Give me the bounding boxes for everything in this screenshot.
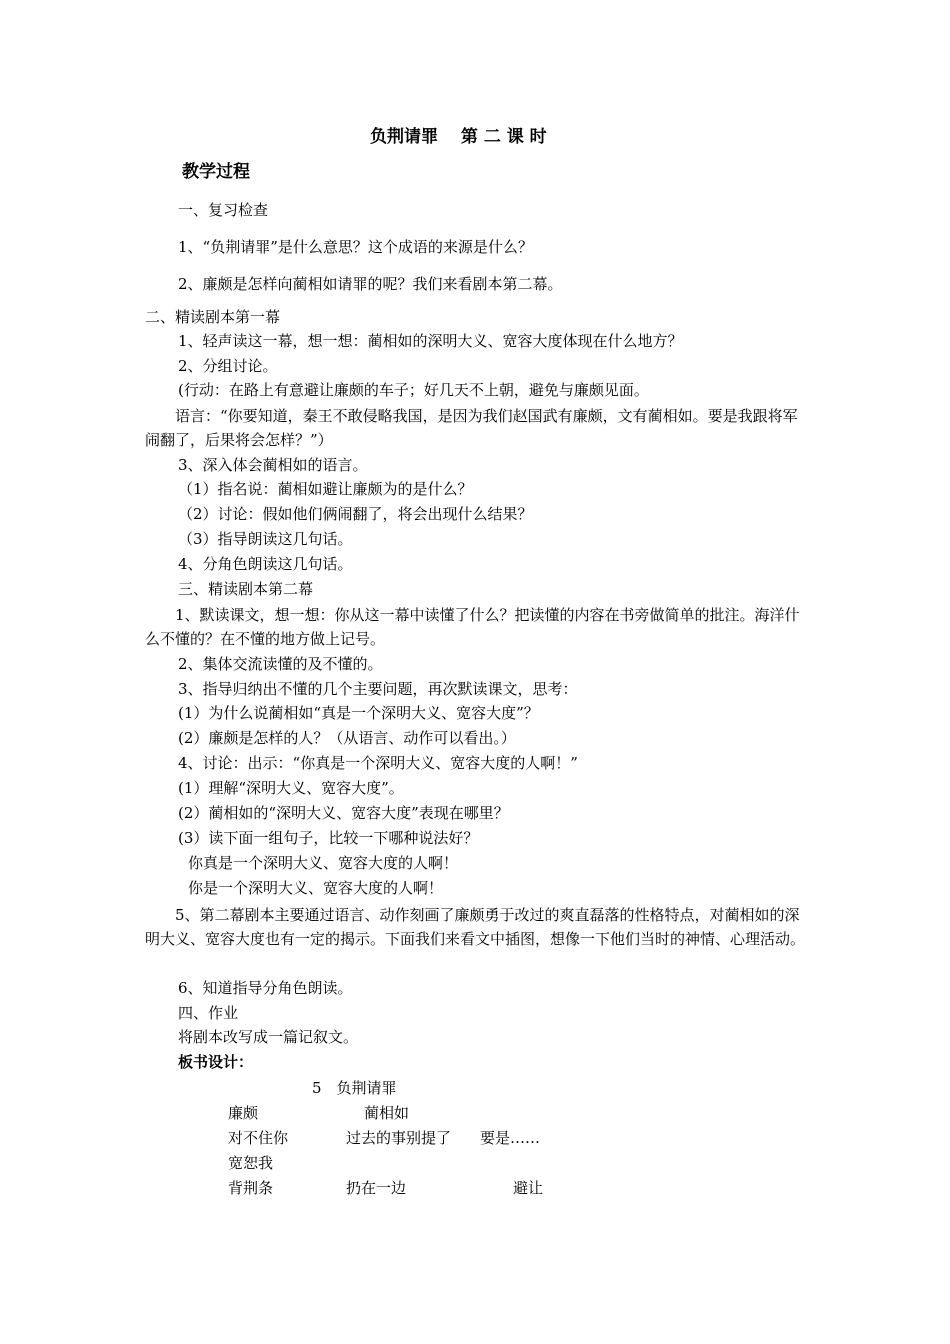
line-act1-sub1: （1）指名说：蔺相如避让廉颇为的是什么？ [178,480,473,498]
board-left-4: 背荆条 [228,1179,274,1197]
line-act2-example2: 你是一个深明大义、宽容大度的人啊！ [188,879,444,897]
board-right-1: 蔺相如 [364,1104,410,1122]
line-act2-item5: 5、第二幕剧本主要通过语言、动作刻画了廉颇勇于改过的爽直磊落的性格特点，对蔺相如的深明大义、宽容大度也有一定的揭示。下面我们来看文中插图，想像一下他们当时的神情、心理活动。 [145,906,806,948]
line-act1-action: (行动：在路上有意避让廉颇的车子；好几天不上朝，避免与廉颇见面。 [178,381,649,399]
line-act1-item1: 1、轻声读这一幕，想一想：蔺相如的深明大义、宽容大度体现在什么地方？ [178,332,683,350]
line-homework-heading: 四、作业 [178,1004,239,1022]
line-review-q2: 2、廉颇是怎样向蔺相如请罪的呢？我们来看剧本第二幕。 [178,275,563,293]
line-act1-speech: 语言：“你要知道，秦王不敢侵略我国，是因为我们赵国武有廉颇，文有蔺相如。要是我跟将军闹翻了，后果将会怎样？”） [145,407,798,449]
line-act2-item1: 1、默读课文，想一想：你从这一幕中读懂了什么？把读懂的内容在书旁做简单的批注。海洋什么不懂的？在不懂的地方做上记号。 [145,606,800,648]
line-act2-item6: 6、知道指导分角色朗读。 [178,979,353,997]
line-board-heading: 板书设计： [178,1053,254,1071]
board-mid-4: 扔在一边 [346,1179,407,1197]
line-act2-item3: 3、指导归纳出不懂的几个主要问题，再次默读课文，思考： [178,680,578,698]
page-title: 负荆请罪 第 二 课 时 [370,127,547,147]
line-act2-sub1: (1）理解“深明大义、宽容大度”。 [178,779,404,797]
section-heading: 教学过程 [182,162,250,182]
line-act2-q2: (2）廉颇是怎样的人？（从语言、动作可以看出。） [178,729,516,747]
line-act2-item4: 4、讨论：出示：“你真是一个深明大义、宽容大度的人啊！” [178,754,578,772]
line-act2-q1: (1）为什么说蔺相如“真是一个深明大义、宽容大度”？ [178,704,539,722]
board-mid-2: 过去的事别提了 [346,1129,452,1147]
board-right-4: 避让 [513,1179,544,1197]
board-left-2: 对不住你 [228,1129,289,1147]
line-act2-example1: 你真是一个深明大义、宽容大度的人啊！ [188,854,459,872]
line-act1-sub3: （3）指导朗读这几句话。 [178,530,353,548]
line-act1-item2: 2、分组讨论。 [178,357,278,375]
line-act1-heading: 二、精读剧本第一幕 [145,308,281,326]
line-act1-sub2: （2）讨论：假如他们俩闹翻了，将会出现什么结果？ [178,505,533,523]
line-act1-item3: 3、深入体会蔺相如的语言。 [178,456,368,474]
line-act2-sub2: (2）蔺相如的“深明大义、宽容大度”表现在哪里？ [178,804,509,822]
line-act2-heading: 三、精读剧本第二幕 [178,580,314,598]
line-act2-sub3: (3）读下面一组句子，比较一下哪种说法好？ [178,829,479,847]
board-left-1: 廉颇 [228,1104,259,1122]
board-left-3: 宽恕我 [228,1154,274,1172]
board-title: 5 负荆请罪 [312,1079,397,1097]
line-act1-item4: 4、分角色朗读这几句话。 [178,555,353,573]
line-homework-text: 将剧本改写成一篇记叙文。 [178,1028,359,1046]
line-act2-item2: 2、集体交流读懂的及不懂的。 [178,655,383,673]
board-right-2: 要是…… [480,1129,541,1147]
line-review-heading: 一、复习检查 [178,201,269,219]
line-review-q1: 1、“负荆请罪”是什么意思？这个成语的来源是什么？ [178,238,533,256]
